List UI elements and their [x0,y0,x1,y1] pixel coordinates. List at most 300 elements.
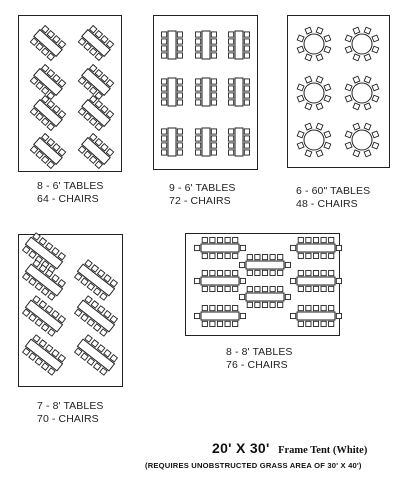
layout-round-60in [297,27,379,157]
chair [162,39,167,44]
chair [196,46,201,51]
chair [364,150,371,157]
chair [364,123,371,130]
chair-group [324,142,331,149]
chair [202,306,207,311]
chair [345,46,352,53]
chair [306,321,311,326]
chair [247,255,252,260]
chair [229,100,234,105]
chair-group [316,150,323,157]
chair [324,46,331,53]
chair [211,53,216,58]
chair [211,143,216,148]
chair-group [305,123,312,130]
chair-group [364,27,371,34]
chair [324,131,331,138]
chair [345,35,352,42]
table-6ft [77,95,114,131]
chair [329,321,334,326]
chair [364,54,371,61]
chair [372,142,379,149]
chair [278,270,283,275]
chair-group [316,54,323,61]
chair-group [364,76,371,83]
chair [196,53,201,58]
chair [297,131,304,138]
table-8ft [21,295,66,337]
chair [255,302,260,307]
table-top [246,261,284,269]
chair-group [297,142,304,149]
chair [329,271,334,276]
caption-diagonal-6ft [37,180,104,205]
round-table-60in [297,123,331,157]
table-6ft [229,31,250,59]
chair [278,255,283,260]
table-top [201,244,239,252]
caption-line: 76 - CHAIRS [226,358,288,371]
chair [244,86,249,91]
chair [177,86,182,91]
chair [202,253,207,258]
chair [229,32,234,37]
table-6ft [162,128,183,156]
chair [353,103,360,110]
chair [244,46,249,51]
chair [321,286,326,291]
table-8ft [73,334,118,376]
chair [372,35,379,42]
chair [306,253,311,258]
chair [196,39,201,44]
table-top [202,128,210,156]
chair [233,253,238,258]
chair [244,100,249,105]
chair [195,313,200,318]
chair [177,39,182,44]
chair [313,238,318,243]
chair [196,100,201,105]
chair [229,79,234,84]
caption-line: 7 - 8' TABLES [37,400,104,412]
chair [364,103,371,110]
chair [217,321,222,326]
chair [353,123,360,130]
chair [305,76,312,83]
table-top [235,78,243,106]
chair [229,150,234,155]
chair [313,271,318,276]
chair [345,95,352,102]
chair [313,253,318,258]
chair-group [353,27,360,34]
chair [217,306,222,311]
chair [177,136,182,141]
chair-group [372,46,379,53]
table-top [235,31,243,59]
chair [196,93,201,98]
chair [196,150,201,155]
chair [211,79,216,84]
chair [353,27,360,34]
chair [244,53,249,58]
chair-group [316,27,323,34]
chair [329,286,334,291]
chair [162,100,167,105]
chair-group [305,103,312,110]
caption-line: 8 - 8' TABLES [226,346,293,358]
table-top [201,312,239,320]
chair [177,93,182,98]
table-top [246,293,284,301]
chair [321,238,326,243]
chair [177,32,182,37]
chair [210,306,215,311]
chair-group [364,54,371,61]
chair [162,46,167,51]
table-top [297,312,335,320]
chair [316,150,323,157]
chair [305,27,312,34]
chair [278,302,283,307]
chair [240,313,245,318]
table-top [352,34,372,54]
chair [162,150,167,155]
chair [298,321,303,326]
chair [229,86,234,91]
chair [305,54,312,61]
chair [336,278,341,283]
chair [225,253,230,258]
chair-group [345,131,352,138]
chair-group [364,150,371,157]
caption-line: 48 - CHAIRS [296,197,358,210]
chair-group [353,103,360,110]
chair [211,39,216,44]
table-6ft [162,78,183,106]
chair [306,306,311,311]
table-top [297,244,335,252]
table-8ft [291,306,342,327]
table-6ft [229,128,250,156]
chair [324,142,331,149]
chair [298,271,303,276]
chair-group [353,123,360,130]
chair-group [297,35,304,42]
chair [316,54,323,61]
round-table-60in [345,27,379,61]
table-8ft [291,271,342,292]
table-top [304,83,324,103]
chair [329,238,334,243]
table-top [352,130,372,150]
chair [195,245,200,250]
chair [202,286,207,291]
table-top [304,130,324,150]
chair-group [324,35,331,42]
chair [306,238,311,243]
chair [316,76,323,83]
chair-group [324,131,331,138]
table-top [304,34,324,54]
chair [225,306,230,311]
chair [233,306,238,311]
chair [316,123,323,130]
chair [177,79,182,84]
chair-group [372,95,379,102]
table-8ft [240,287,291,308]
chair [329,253,334,258]
chair [233,321,238,326]
chair-group [372,84,379,91]
chair [240,245,245,250]
chair [244,93,249,98]
table-6ft [29,95,66,131]
chair [270,255,275,260]
chair [211,32,216,37]
table-top [168,128,176,156]
table-6ft [162,31,183,59]
chair [162,129,167,134]
chair-group [297,84,304,91]
chair [345,131,352,138]
chair-group [372,142,379,149]
chair [247,287,252,292]
table-8ft [291,238,342,259]
chair-group [316,76,323,83]
chair [217,253,222,258]
table-8ft [195,306,246,327]
tent-title [212,440,367,458]
chair [255,270,260,275]
table-6ft [29,64,66,100]
chair [229,129,234,134]
table-6ft [77,25,114,61]
chair [316,103,323,110]
chair [195,278,200,283]
table-top [202,31,210,59]
chair [262,287,267,292]
chair [285,262,290,267]
chair [162,86,167,91]
chair-group [324,95,331,102]
caption-line: 8 - 6' TABLES [37,180,104,192]
chair [305,103,312,110]
chair [321,253,326,258]
layout-grid-6ft [162,31,250,156]
round-table-60in [345,123,379,157]
table-top [352,83,372,103]
chair-group [345,95,352,102]
chair [297,35,304,42]
chair [321,271,326,276]
chair [321,321,326,326]
chair [229,46,234,51]
chair [247,302,252,307]
chair [177,150,182,155]
chair [217,271,222,276]
chair [225,321,230,326]
chair-group [305,54,312,61]
chair [372,46,379,53]
chair [177,143,182,148]
chair [364,27,371,34]
chair-group [324,46,331,53]
chair [233,238,238,243]
table-6ft [196,31,217,59]
chair [298,286,303,291]
table-8ft [195,271,246,292]
chair [211,136,216,141]
chair [162,93,167,98]
chair [162,136,167,141]
chair [211,46,216,51]
caption-line: 64 - CHAIRS [37,192,99,205]
chair [196,32,201,37]
chair [244,39,249,44]
chair [162,32,167,37]
chair [162,53,167,58]
table-6ft [196,78,217,106]
chair [336,245,341,250]
chair-group [345,46,352,53]
table-top [168,78,176,106]
table-6ft [29,133,66,169]
chair [196,79,201,84]
table-6ft [77,133,114,169]
table-top [202,78,210,106]
chair-group [353,76,360,83]
chair-group [297,46,304,53]
caption-line: 9 - 6' TABLES [169,182,236,194]
layout-banquet-8ft [195,238,342,327]
chair [177,46,182,51]
table-8ft [240,255,291,276]
chair [177,100,182,105]
chair [217,286,222,291]
chair [298,306,303,311]
chair [285,294,290,299]
chair [211,86,216,91]
table-6ft [77,64,114,100]
chair-group [345,142,352,149]
chair [306,286,311,291]
chair [372,95,379,102]
chair [298,238,303,243]
chair [162,143,167,148]
table-8ft [73,295,118,337]
chair [244,136,249,141]
chair [229,143,234,148]
chair-group [345,35,352,42]
chair [196,143,201,148]
chair [291,245,296,250]
chair [225,238,230,243]
caption-line: 70 - CHAIRS [37,412,99,425]
chair [240,294,245,299]
chair [244,32,249,37]
chair [270,287,275,292]
caption-grid-6ft [169,182,236,207]
table-6ft [229,78,250,106]
chair [255,255,260,260]
chair-group [305,27,312,34]
chair [229,136,234,141]
caption-line: 6 - 60" TABLES [296,185,371,197]
chair [225,286,230,291]
chair-group [353,54,360,61]
round-table-60in [297,27,331,61]
chair [255,287,260,292]
round-table-60in [297,76,331,110]
layout-diagonal-8ft [21,232,118,376]
chair [244,79,249,84]
chair [324,84,331,91]
table-top [235,128,243,156]
caption-diagonal-8ft [37,400,104,425]
caption-line: 72 - CHAIRS [169,194,231,207]
chair-group [316,123,323,130]
chair [297,84,304,91]
chair [240,278,245,283]
caption-banquet-8ft [226,346,293,371]
chair [210,253,215,258]
chair [305,123,312,130]
chair [196,129,201,134]
chair-group [364,123,371,130]
chair [202,238,207,243]
chair [177,53,182,58]
chair-group [364,103,371,110]
chair [316,27,323,34]
chair [291,313,296,318]
chair [324,95,331,102]
chair [364,76,371,83]
chair-group [372,35,379,42]
chair [329,306,334,311]
table-top [201,277,239,285]
chair-group [305,150,312,157]
chair [353,54,360,61]
chair [324,35,331,42]
chair [233,271,238,276]
chair [313,286,318,291]
area-requirement-note: (REQUIRES UNOBSTRUCTED GRASS AREA OF 30' X 40') [145,461,362,470]
chair [297,46,304,53]
chair [297,95,304,102]
round-table-60in [345,76,379,110]
caption-round-60in [296,185,370,210]
chair [313,306,318,311]
chair [336,313,341,318]
chair-group [372,131,379,138]
chair [233,286,238,291]
chair [229,39,234,44]
chair-group [324,84,331,91]
chair [244,143,249,148]
chair [202,321,207,326]
chair [305,150,312,157]
chair [247,270,252,275]
chair [210,271,215,276]
chair [270,302,275,307]
chair [313,321,318,326]
chair-group [345,84,352,91]
chair [210,321,215,326]
chair-group [316,103,323,110]
chair [297,142,304,149]
